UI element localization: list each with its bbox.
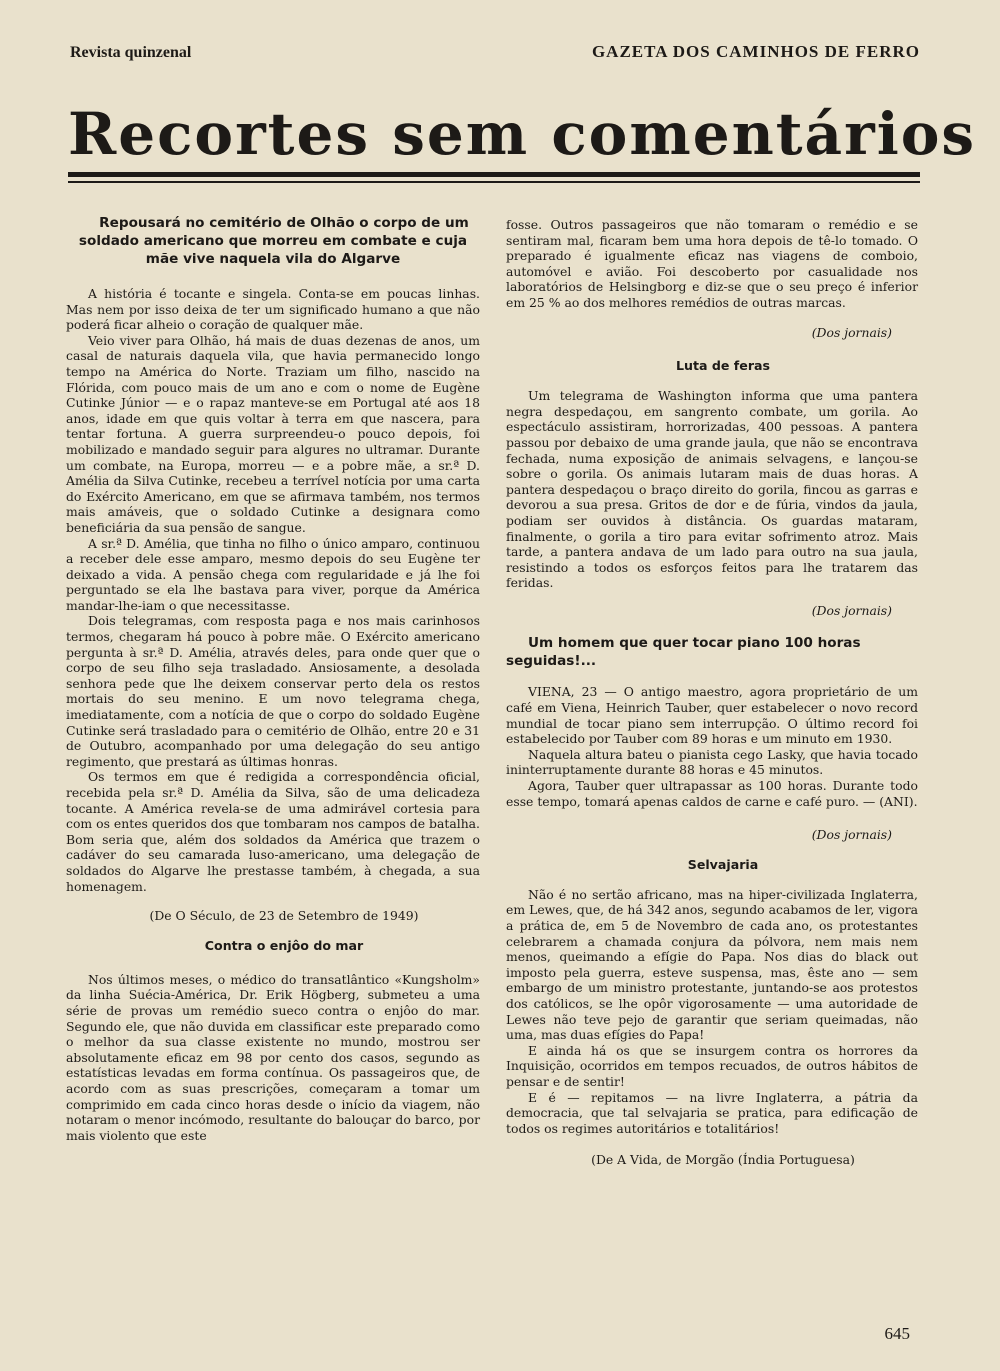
article-headline: Contra o enjôo do mar: [204, 937, 364, 953]
article-headline: Repousará no cemitério de Olhão o corpo de um soldado americano que morreu em combate e cuja mãe vive naquela vila do Algarve: [78, 215, 469, 267]
article-paragraph: fosse. Outros passageiros que não tomaram o remédio e se sentiram mal, ficaram bem uma hora depois de tê-lo tomado. O preparado é igualmente eficaz nas viagens de comboio, automóvel e avião. Foi descoberto por casualidade nos laboratórios de Helsingborg e diz-se que o seu preço é inferior em 25 % ao dos melhores remédios de outras marcas.: [506, 217, 918, 310]
article-source: (Dos jornais): [811, 324, 892, 340]
article-source: (Dos jornais): [811, 827, 892, 843]
article-paragraph: Dois telegramas, com resposta paga e nos mais carinhosos termos, chegaram há pouco à pobre mãe. O Exército americano pergunta à sr.ª D. Amélia, através deles, para onde quer que o corpo de seu filho seja trasladado. Ansiosamente, a desolada senhora pede que lhe deixem conservar perto dela os restos mortais do seu menino. E um novo telegrama chega, imediatamente, com a notícia de que o corpo do soldado Eugène Cutinke será trasladado para o cemitério de Olhão, entre 20 e 31 de Outubro, acompanhado por uma delegação do seu antigo regimento, que prestará as últimas honras.: [66, 613, 480, 769]
article-headline: Um homem que quer tocar piano 100 horas seguidas!...: [506, 635, 861, 670]
right-column: [506, 217, 918, 1168]
article-source: (De A Vida, de Morgão (Índia Portuguesa): [591, 1152, 855, 1168]
title-rule-thin: [68, 181, 920, 183]
title-rule-thick: [68, 172, 920, 177]
article-paragraph: Não é no sertão africano, mas na hiper-civilizada Inglaterra, em Lewes, que, de há 342 anos, segundo acabamos de ler, vigora a prática de, em 5 de Novembro de cada ano, os protestantes celebrarem a chamada conjura da pólvora, nem mais nem menos, queimando a efígie do Papa. Nos dias do black out imposto pela guerra, esteve suspensa, mas, êste ano — sem embargo de um ministro protestante, juntando-se aos protestos dos católicos, se lhe opôr vigorosamente — uma autoridade de Lewes não teve pejo de garantir que seriam queimadas, não uma, mas duas efígies do Papa!: [506, 886, 918, 1043]
article-paragraph: A sr.ª D. Amélia, que tinha no filho o único amparo, continuou a receber dele esse amparo, mesmo depois do seu Eugène ter deixado a vida. A pensão chega com regularidade e já lhe foi perguntado se ela lhe bastava para viver, porque da América mandar-lhe-iam o que necessitasse.: [66, 535, 480, 613]
article-paragraph: Agora, Tauber quer ultrapassar as 100 horas. Durante todo esse tempo, tomará apenas caldos de carne e café puro. — (ANI).: [506, 778, 918, 809]
article-headline: Luta de feras: [675, 358, 771, 374]
article-source: (De O Século, de 23 de Setembro de 1949): [149, 908, 419, 924]
article-paragraph: E é — repitamos — na livre Inglaterra, a pátria da democracia, que tal selvajaria se pratica, para edificação de todos os regimes autoritários e totalitários!: [506, 1089, 918, 1136]
article-paragraph: Os termos em que é redigida a correspondência oficial, recebida pela sr.ª D. Amélia da Silva, são de uma delicadeza tocante. A América revela-se de uma admirável cortesia para com os entes queridos dos que tombaram nos campos de batalha. Bom seria que, além dos soldados da América que trazem o cadáver do seu camarada luso-americano, uma delegação de soldados do Algarve lhe prestasse também, à chegada, a sua homenagem.: [66, 769, 480, 894]
article-paragraph: Naquela altura bateu o pianista cego Lasky, que havia tocado ininterruptamente durante 88 horas e 45 minutos.: [506, 746, 918, 778]
article-paragraph: E ainda há os que se insurgem contra os horrores da Inquisição, ocorridos em tempos recuados, de outros hábitos de pensar e de sentir!: [506, 1042, 918, 1089]
article-paragraph: Nos últimos meses, o médico do transatlântico «Kungsholm» da linha Suécia-América, Dr. Erik Högberg, submeteu a uma série de provas um remédio sueco contra o enjôo do mar. Segundo ele, que não duvida em classificar este preparado como o melhor da sua classe existente no mundo, mostrou ser absolutamente eficaz em 98 por cento dos casos, segundo as estatísticas levadas em forma contínua. Os passageiros que, de acordo com as suas prescrições, começaram a tomar um comprimido em cada cinco horas desde o início da viagem, não notaram o menor incómodo, resultante do balouçar do barco, por mais violento que este: [66, 971, 480, 1143]
left-column: [66, 214, 480, 1143]
article-headline: Selvajaria: [687, 856, 759, 872]
page-number: 645: [884, 1324, 910, 1343]
header-periodicity: Revista quinzenal: [70, 44, 192, 61]
header-publication-name: GAZETA DOS CAMINHOS DE FERRO: [591, 42, 920, 61]
article-paragraph: A história é tocante e singela. Conta-se em poucas linhas. Mas nem por isso deixa de ter um significado humano a que não poderá ficar alheio o coração de qualquer mãe.: [66, 286, 480, 333]
article-paragraph: VIENA, 23 — O antigo maestro, agora proprietário de um café em Viena, Heinrich Tauber, quer estabelecer o novo record mundial de tocar piano sem interrupção. O último record foi estabelecido por Tauber com 89 horas e um minuto em 1930.: [506, 684, 918, 747]
article-paragraph: Veio viver para Olhão, há mais de duas dezenas de anos, um casal de naturais daquela vila, que havia permanecido longo tempo na América do Norte. Traziam um filho, nascido na Flórida, com pouco mais de um ano e com o nome de Eugène Cutinke Júnior — e o rapaz manteve-se em Portugal até aos 18 anos, idade em que quis voltar à terra em que nascera, para tentar fortuna. A guerra surpreendeu-o pouco depois, foi mobilizado e mandado seguir para algures no ultramar. Durante um combate, na Europa, morreu — e a pobre mãe, a sr.ª D. Amélia da Silva Cutinke, recebeu a terrível notícia por uma carta do Exército Americano, em que se afirmava também, nos termos mais amáveis, que o soldado Cutinke a designara como beneficiária da sua pensão de sangue.: [66, 332, 480, 535]
article-source: (Dos jornais): [811, 602, 892, 618]
article-paragraph: Um telegrama de Washington informa que uma pantera negra despedaçou, em sangrento combate, um gorila. Ao espectáculo assistiram, horrorizadas, 400 pessoas. A pantera passou por debaixo de uma grande jaula, que não se encontrava fechada, numa exposição de animais selvagens, e lançou-se sobre o gorila. Os animais lutaram mais de duas horas. A pantera despedaçou o braço direito do gorila, fincou as garras e devorou a sua presa. Gritos de dor e de fúria, vindos da jaula, podiam ser ouvidos à distância. Os guardas mataram, finalmente, o gorila a tiro para evitar sofrimento atroz. Mais tarde, a pantera andava de um lado para outro na sua jaula, resistindo a todos os esforços feitos para lhe tratarem das feridas.: [506, 388, 918, 591]
page-title: Recortes sem comentários: [68, 100, 977, 168]
